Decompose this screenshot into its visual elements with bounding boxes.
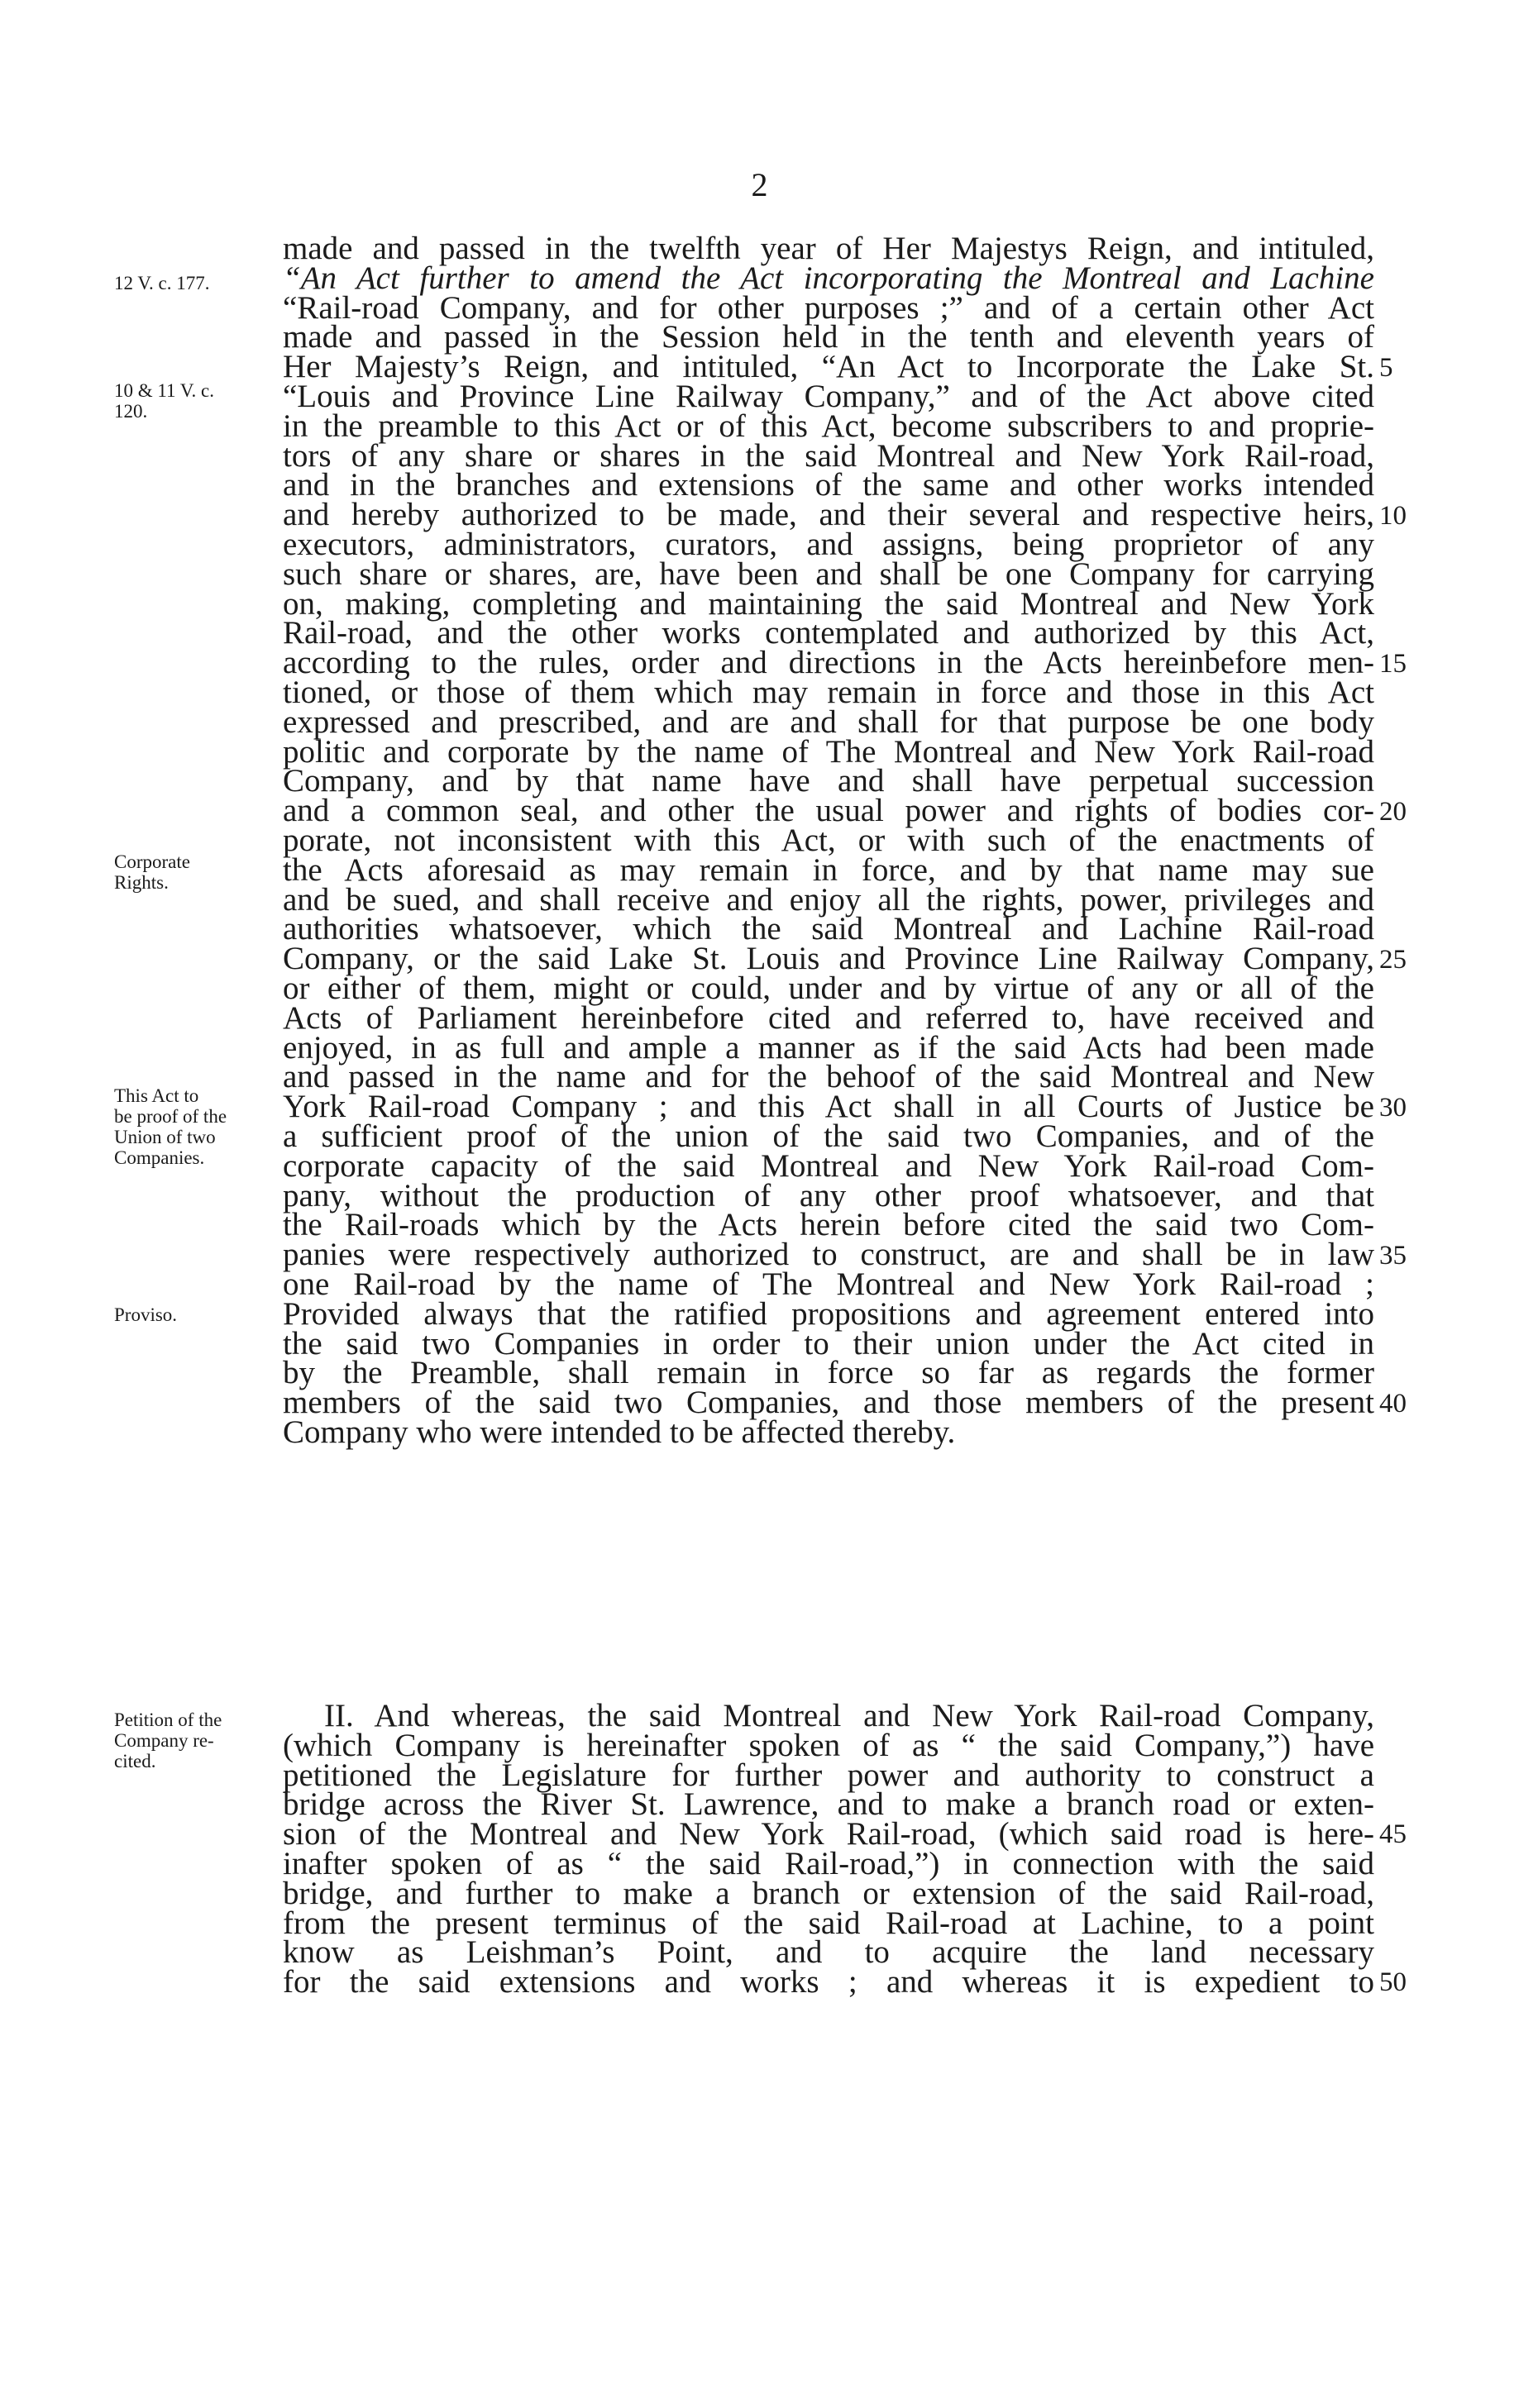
text-line: sion of the Montreal and New York Rail-road, (which said road is here-	[283, 1816, 1374, 1852]
margin-note-corporate-rights	[114, 851, 292, 893]
text-line: Rail-road, and the other works contemplated and authorized by this Act,	[283, 615, 1374, 651]
text-line: made and passed in the twelfth year of Her Majestys Reign, and intituled,	[283, 231, 1374, 266]
text-line: “Rail-road Company, and for other purposes ;” and of a certain other Act	[283, 289, 1374, 326]
line-number: 50	[1379, 1967, 1407, 1997]
text-line: and in the branches and extensions of the same and other works intended	[283, 467, 1374, 503]
text-line: enjoyed, in as full and ample a manner as if the said Acts had been made	[283, 1029, 1374, 1066]
margin-note-line: Companies.	[114, 1147, 205, 1168]
text-line: pany, without the production of any other proof whatsoever, and that	[283, 1177, 1374, 1214]
text-line: or either of them, might or could, under and by virtue of any or all of the	[283, 970, 1374, 1006]
text-line: on, making, completing and maintaining the said Montreal and New York	[283, 585, 1374, 622]
line-number: 40	[1379, 1389, 1407, 1419]
margin-note-line: Proviso.	[114, 1304, 178, 1325]
text-line: corporate capacity of the said Montreal and New York Rail-road Com-	[283, 1147, 1374, 1184]
margin-note-statute	[114, 380, 292, 422]
text-line: expressed and prescribed, and are and shall for that purpose be one body	[283, 703, 1374, 740]
text-line: a sufficient proof of the union of the said two Companies, and of the	[283, 1118, 1374, 1154]
margin-note-line: 12 V. c. 177.	[114, 273, 210, 293]
text-line: “An Act further to amend the Act incorporating the Montreal and Lachine	[283, 260, 1374, 296]
text-line: in the preamble to this Act or of this Act, become subscribers to and proprie-	[283, 408, 1374, 444]
text-line: executors, administrators, curators, and assigns, being proprietor of any	[283, 527, 1374, 562]
line-number: 10	[1379, 501, 1407, 531]
text-line: tors of any share or shares in the said Montreal and New York Rail-road,	[283, 437, 1374, 474]
margin-note-line: 120.	[114, 401, 148, 422]
text-line: bridge across the River St. Lawrence, and to make a branch road or exten-	[283, 1786, 1374, 1823]
text-line: York Rail-road Company ; and this Act shall in all Courts of Justice be	[283, 1089, 1374, 1125]
margin-note-line: 10 & 11 V. c.	[114, 380, 214, 401]
page-number: 2	[751, 166, 768, 203]
text-line: (which Company is hereinafter spoken of as “ the said Company,”) have	[283, 1727, 1374, 1763]
text-line: panies were respectively authorized to construct, are and shall be in law	[283, 1237, 1374, 1273]
text-line: know as Leishman’s Point, and to acquire the land necessary	[283, 1934, 1374, 1971]
margin-note-line: Corporate	[114, 851, 190, 872]
text-line: politic and corporate by the name of The Montreal and New York Rail-road	[283, 733, 1374, 770]
text-line: members of the said two Companies, and those members of the present	[283, 1385, 1374, 1421]
text-line: Company, and by that name have and shall have perpetual succession	[283, 763, 1374, 799]
line-number: 5	[1379, 353, 1393, 383]
margin-note-line: cited.	[114, 1751, 156, 1771]
text-line: Company who were intended to be affected thereby.	[283, 1414, 956, 1450]
text-line: and be sued, and shall receive and enjoy all the rights, power, privileges and	[283, 881, 1374, 918]
text-line: the Rail-roads which by the Acts herein before cited the said two Com-	[283, 1207, 1374, 1243]
text-line: “Louis and Province Line Railway Company,” and of the Act above cited	[283, 379, 1374, 414]
text-line: and hereby authorized to be made, and their several and respective heirs,	[283, 497, 1374, 533]
line-number: 30	[1379, 1093, 1407, 1123]
text-line: from the present terminus of the said Rail-road at Lachine, to a point	[283, 1905, 1374, 1941]
text-line: according to the rules, order and directions in the Acts hereinbefore men-	[283, 645, 1374, 681]
text-line: tioned, or those of them which may remain in force and those in this Act	[283, 675, 1374, 710]
text-line: the Acts aforesaid as may remain in force, and by that name may sue	[283, 851, 1374, 888]
text-line: inafter spoken of as “ the said Rail-road,”) in connection with the said	[283, 1846, 1374, 1881]
text-line: petitioned the Legislature for further power and authority to construct a	[283, 1757, 1374, 1793]
margin-note-line: Rights.	[114, 872, 169, 893]
text-line: and passed in the name and for the behoof of the said Montreal and New	[283, 1059, 1374, 1095]
text-line: one Rail-road by the name of The Montreal and New York Rail-road ;	[283, 1266, 1374, 1302]
margin-note-line: Union of two	[114, 1127, 216, 1147]
margin-note-line: be proof of the	[114, 1106, 227, 1127]
margin-note-line: Petition of the	[114, 1709, 222, 1730]
line-number: 25	[1379, 945, 1407, 975]
line-number: 45	[1379, 1819, 1407, 1849]
text-line: Her Majesty’s Reign, and intituled, “An Act to Incorporate the Lake St.	[283, 349, 1374, 385]
text-line: such share or shares, are, have been and shall be one Company for carrying	[283, 556, 1374, 592]
margin-note-proof-of-union	[114, 1085, 292, 1168]
text-line: authorities whatsoever, which the said Montreal and Lachine Rail-road	[283, 911, 1374, 947]
text-line: Provided always that the ratified propositions and agreement entered into	[283, 1295, 1374, 1332]
text-line: and a common seal, and other the usual power and rights of bodies cor-	[283, 793, 1374, 829]
margin-note-line: This Act to	[114, 1085, 199, 1106]
text-line: for the said extensions and works ; and whereas it is expedient to	[283, 1964, 1374, 2000]
margin-note-statute	[114, 273, 292, 293]
text-line: porate, not inconsistent with this Act, or with such of the enactments of	[283, 823, 1374, 858]
line-number: 20	[1379, 797, 1407, 827]
line-number: 15	[1379, 649, 1407, 679]
margin-note-petition	[114, 1709, 292, 1771]
margin-note-line: Company re-	[114, 1730, 214, 1751]
line-number: 35	[1379, 1241, 1407, 1271]
text-line: Company, or the said Lake St. Louis and Province Line Railway Company,	[283, 941, 1374, 977]
text-line: bridge, and further to make a branch or extension of the said Rail-road,	[283, 1875, 1374, 1911]
text-line: made and passed in the Session held in the tenth and eleventh years of	[283, 319, 1374, 355]
text-line: the said two Companies in order to their union under the Act cited in	[283, 1325, 1374, 1361]
text-line: Acts of Parliament hereinbefore cited and referred to, have received and	[283, 999, 1374, 1036]
text-line: by the Preamble, shall remain in force so far as regards the former	[283, 1355, 1374, 1391]
margin-note-proviso	[114, 1304, 292, 1325]
text-line: II. And whereas, the said Montreal and New York Rail-road Company,	[324, 1698, 1374, 1733]
